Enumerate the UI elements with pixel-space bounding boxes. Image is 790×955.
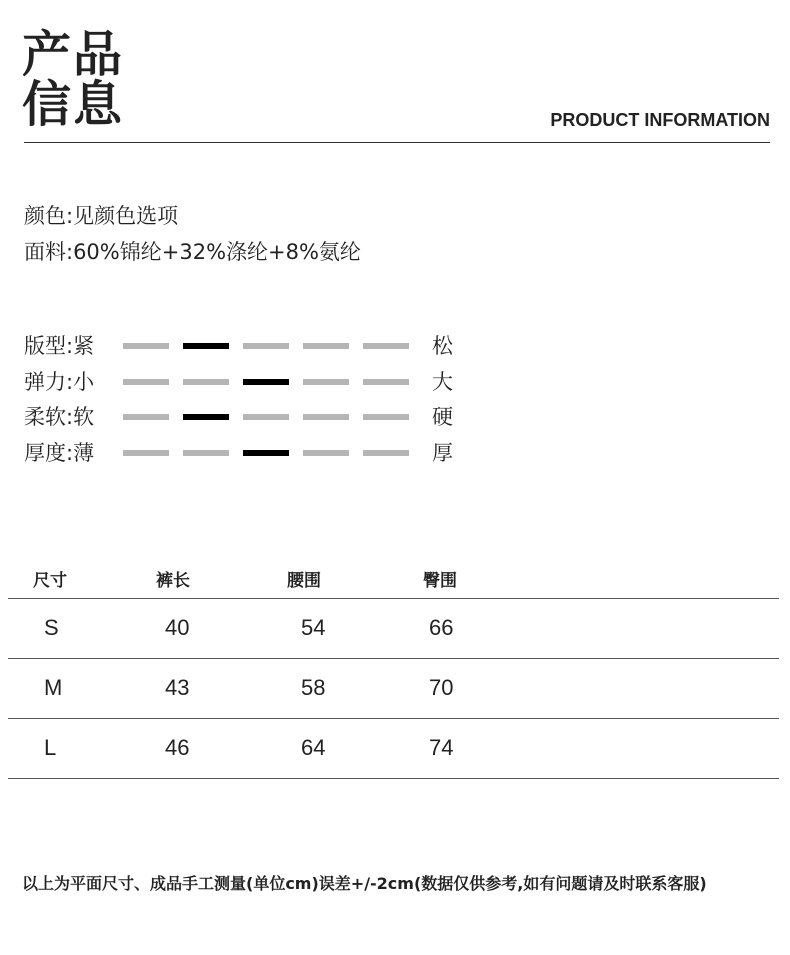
title-block [22,26,125,133]
fabric-info: 面料:60%锦纶+32%涤纶+8%氨纶 [24,240,361,264]
scale-segment [123,450,169,456]
scale-bar-track [123,343,413,351]
measurement-footnote: 以上为平面尺寸、成品手工测量(单位cm)误差+/-2cm(数据仅供参考,如有问题请及时联系客服) [22,874,707,893]
scale-segment [303,343,349,349]
scale-segment [123,414,169,420]
scale-bar-track [123,450,413,458]
scale-segment [243,414,289,420]
scale-segment [243,343,289,349]
cell-hip: 66 [429,615,454,640]
scale-segment [363,450,409,456]
scale-fit [24,330,464,366]
page-subtitle: PRODUCT INFORMATION [550,110,770,130]
color-info: 颜色:见颜色选项 [24,204,179,228]
cell-length: 46 [165,735,190,760]
scale-segment [363,343,409,349]
scale-segment [123,379,169,385]
cell-size: L [44,735,57,760]
scale-segment [363,414,409,420]
scale-elasticity [24,366,464,402]
scale-segment [123,343,169,349]
cell-length: 40 [165,615,190,640]
scale-segment [363,379,409,385]
scale-label: 柔软:软 [24,405,95,429]
page-title-line2: 信息 [22,76,125,133]
cell-length: 43 [165,675,190,700]
scale-segment [183,450,229,456]
cell-waist: 54 [301,615,326,640]
scale-segment [183,379,229,385]
scale-segment [303,450,349,456]
column-header-hip: 臀围 [423,571,457,591]
scale-softness [24,401,464,437]
cell-waist: 58 [301,675,326,700]
cell-size: M [44,675,63,700]
scale-end-label: 松 [432,334,453,358]
scale-label: 版型:紧 [24,334,95,358]
column-header-waist: 腰围 [287,571,321,591]
column-header-size: 尺寸 [33,571,67,591]
cell-hip: 74 [429,735,454,760]
table-row [8,719,779,779]
scale-segment-active [243,450,289,456]
scale-segment-active [183,414,229,420]
scale-end-label: 硬 [432,405,453,429]
cell-hip: 70 [429,675,454,700]
scale-thickness [24,437,464,473]
cell-size: S [44,615,59,640]
column-header-length: 裤长 [156,571,190,591]
scale-bar-track [123,379,413,387]
scale-segment-active [183,343,229,349]
scale-segment [303,379,349,385]
scale-end-label: 厚 [432,441,453,465]
scale-bar-track [123,414,413,422]
scale-segment [303,414,349,420]
header-divider [24,142,770,143]
table-header-row [8,560,779,599]
scale-label: 厚度:薄 [24,441,95,465]
cell-waist: 64 [301,735,326,760]
scale-label: 弹力:小 [24,370,95,394]
table-row [8,599,779,659]
scale-segment-active [243,379,289,385]
page-title-line1: 产品 [22,26,125,83]
table-row [8,659,779,719]
scale-end-label: 大 [432,370,453,394]
size-table [8,560,779,779]
